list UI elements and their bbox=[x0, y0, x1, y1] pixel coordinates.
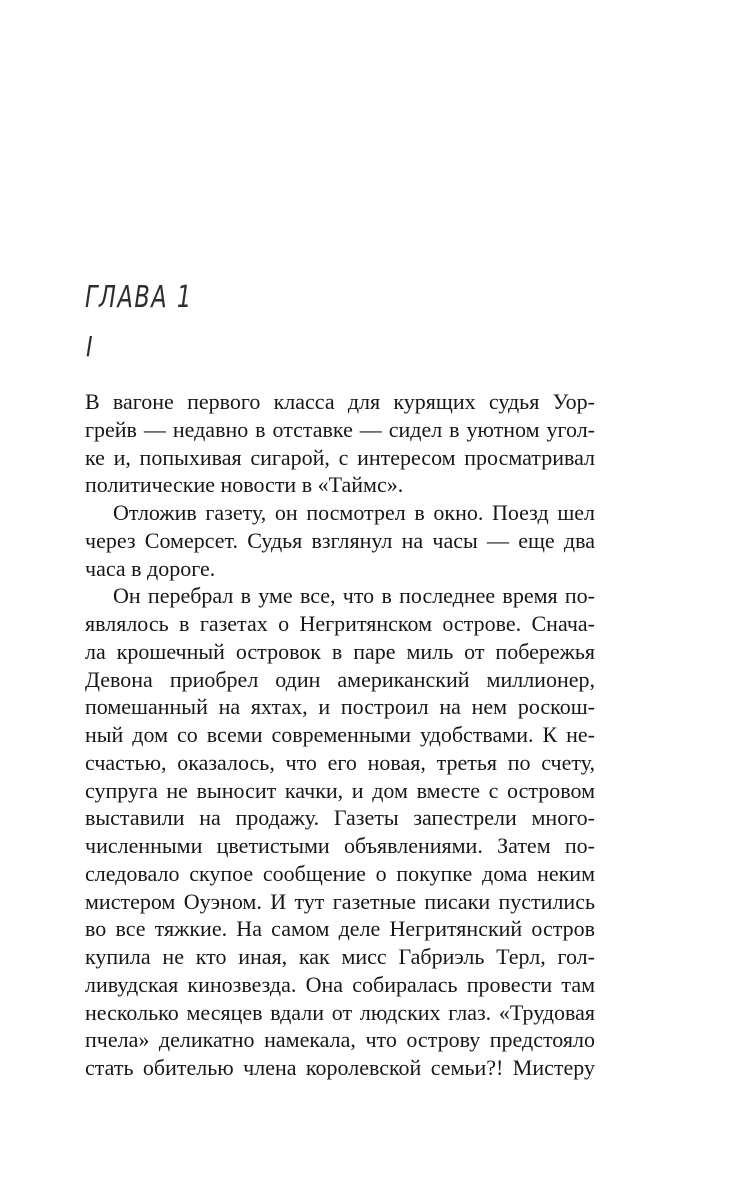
paragraph bbox=[85, 388, 595, 499]
text-line: помешанный на яхтах, и построил на нем роскош- bbox=[85, 694, 595, 720]
chapter-heading: ГЛАВА 1 bbox=[85, 280, 193, 315]
text-line: следовало скупое сообщение о покупке дома неким bbox=[85, 860, 595, 886]
paragraph bbox=[85, 582, 595, 1082]
text-line: через Сомерсет. Судья взглянул на часы — еще два bbox=[85, 527, 595, 553]
text-line: Он перебрал в уме все, что в последнее время по- bbox=[113, 583, 595, 609]
text-line: политические новости в «Таймс». bbox=[85, 472, 404, 498]
body-text bbox=[85, 388, 595, 1082]
text-line: грейв — недавно в отставке — сидел в уютном угол- bbox=[85, 416, 595, 442]
text-line: стать обителью члена королевской семьи?! Мистеру bbox=[85, 1055, 595, 1080]
section-number: I bbox=[86, 330, 93, 363]
text-line: несколько месяцев вдали от людских глаз. «Трудовая bbox=[85, 999, 595, 1025]
text-line: часа в дороге. bbox=[85, 555, 216, 581]
text-line: счастью, оказалось, что его новая, третья по счету, bbox=[85, 749, 595, 775]
text-line: купила не кто иная, как мисс Габриэль Терл, гол- bbox=[85, 944, 595, 969]
paragraph bbox=[85, 499, 595, 582]
text-line: ный дом со всеми современными удобствами. К не- bbox=[85, 722, 595, 747]
text-line: мистером Оуэном. И тут газетные писаки пустились bbox=[85, 888, 595, 914]
text-line: численными цветистыми объявлениями. Затем по- bbox=[85, 833, 595, 858]
text-line: во все тяжкие. На самом деле Негритянский остров bbox=[85, 916, 595, 942]
text-line: ке и, попыхивая сигарой, с интересом просматривал bbox=[85, 444, 595, 470]
text-line: пчела» деликатно намекала, что острову предстояло bbox=[85, 1027, 595, 1053]
text-line: являлось в газетах о Негритянском острове. Снача- bbox=[85, 611, 595, 636]
text-line: ливудская кинозвезда. Она собиралась провести там bbox=[85, 971, 595, 997]
text-line: супруга не выносит качки, и дом вместе с островом bbox=[85, 777, 595, 803]
text-line: ла крошечный островок в паре миль от побережья bbox=[85, 638, 595, 664]
text-line: Девона приобрел один американский миллионер, bbox=[85, 666, 595, 692]
text-line: Отложив газету, он посмотрел в окно. Поезд шел bbox=[113, 500, 595, 525]
text-line: В вагоне первого класса для курящих судья Уор- bbox=[85, 389, 595, 414]
text-line: выставили на продажу. Газеты запестрели много- bbox=[85, 805, 595, 831]
